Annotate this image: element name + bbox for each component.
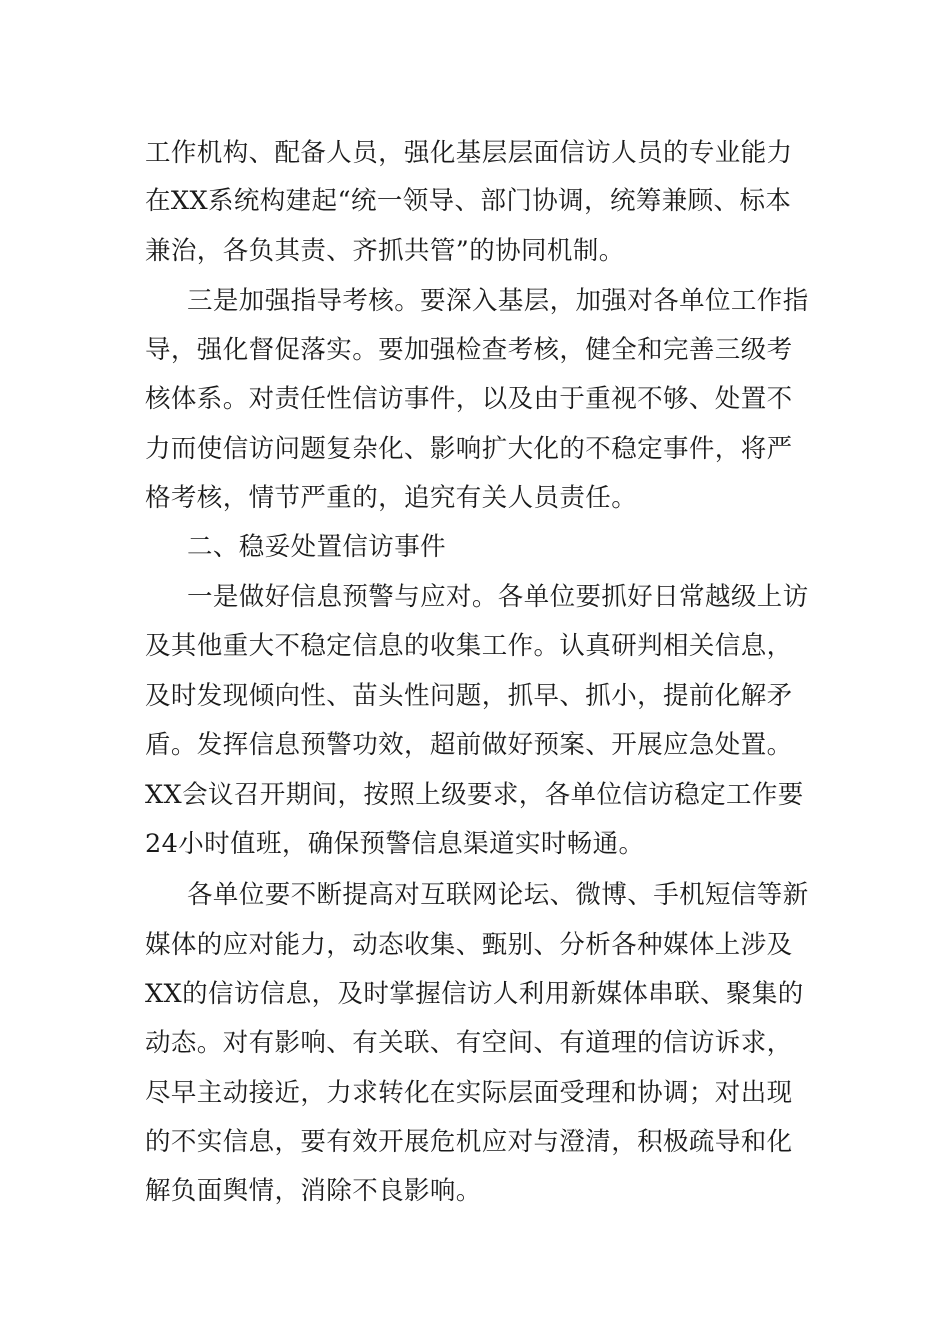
text-line: 尽早主动接近，力求转化在实际层面受理和协调；对出现 — [145, 1078, 793, 1108]
text-line: 格考核，情节严重的，追究有关人员责任。 — [145, 483, 638, 513]
text-line: 动态。对有影响、有关联、有空间、有道理的信访诉求， — [145, 1028, 793, 1058]
section-heading: 二、稳妥处置信访事件 — [187, 532, 447, 562]
text-line: 及其他重大不稳定信息的收集工作。认真研判相关信息， — [145, 631, 793, 661]
text-line: 兼治，各负其责、齐抓共管”的协同机制。 — [145, 236, 625, 266]
text-line: 的不实信息，要有效开展危机应对与澄清，积极疏导和化 — [145, 1127, 793, 1157]
text-line: XX的信访信息，及时掌握信访人利用新媒体串联、聚集的 — [145, 979, 804, 1009]
text-line: 媒体的应对能力，动态收集、甄别、分析各种媒体上涉及 — [145, 930, 793, 960]
paragraph-first-line: 各单位要不断提高对互联网论坛、微博、手机短信等新 — [187, 880, 809, 910]
text-line: 盾。发挥信息预警功效，超前做好预案、开展应急处置。 — [145, 730, 793, 760]
text-line: 工作机构、配备人员，强化基层层面信访人员的专业能力 — [145, 138, 793, 168]
text-line: 24小时值班，确保预警信息渠道实时畅通。 — [145, 829, 645, 859]
paragraph-first-line: 一是做好信息预警与应对。各单位要抓好日常越级上访 — [187, 582, 809, 612]
text-line: XX会议召开期间，按照上级要求，各单位信访稳定工作要 — [145, 780, 804, 810]
text-line: 及时发现倾向性、苗头性问题，抓早、抓小，提前化解矛 — [145, 681, 793, 711]
text-line: 核体系。对责任性信访事件，以及由于重视不够、处置不 — [145, 384, 793, 414]
text-line: 解负面舆情，消除不良影响。 — [145, 1176, 482, 1206]
text-line: 在XX系统构建起“统一领导、部门协调，统筹兼顾、标本 — [145, 186, 792, 216]
text-line: 导，强化督促落实。要加强检查考核，健全和完善三级考 — [145, 335, 793, 365]
paragraph-first-line: 三是加强指导考核。要深入基层，加强对各单位工作指 — [187, 286, 809, 316]
text-line: 力而使信访问题复杂化、影响扩大化的不稳定事件，将严 — [145, 434, 793, 464]
